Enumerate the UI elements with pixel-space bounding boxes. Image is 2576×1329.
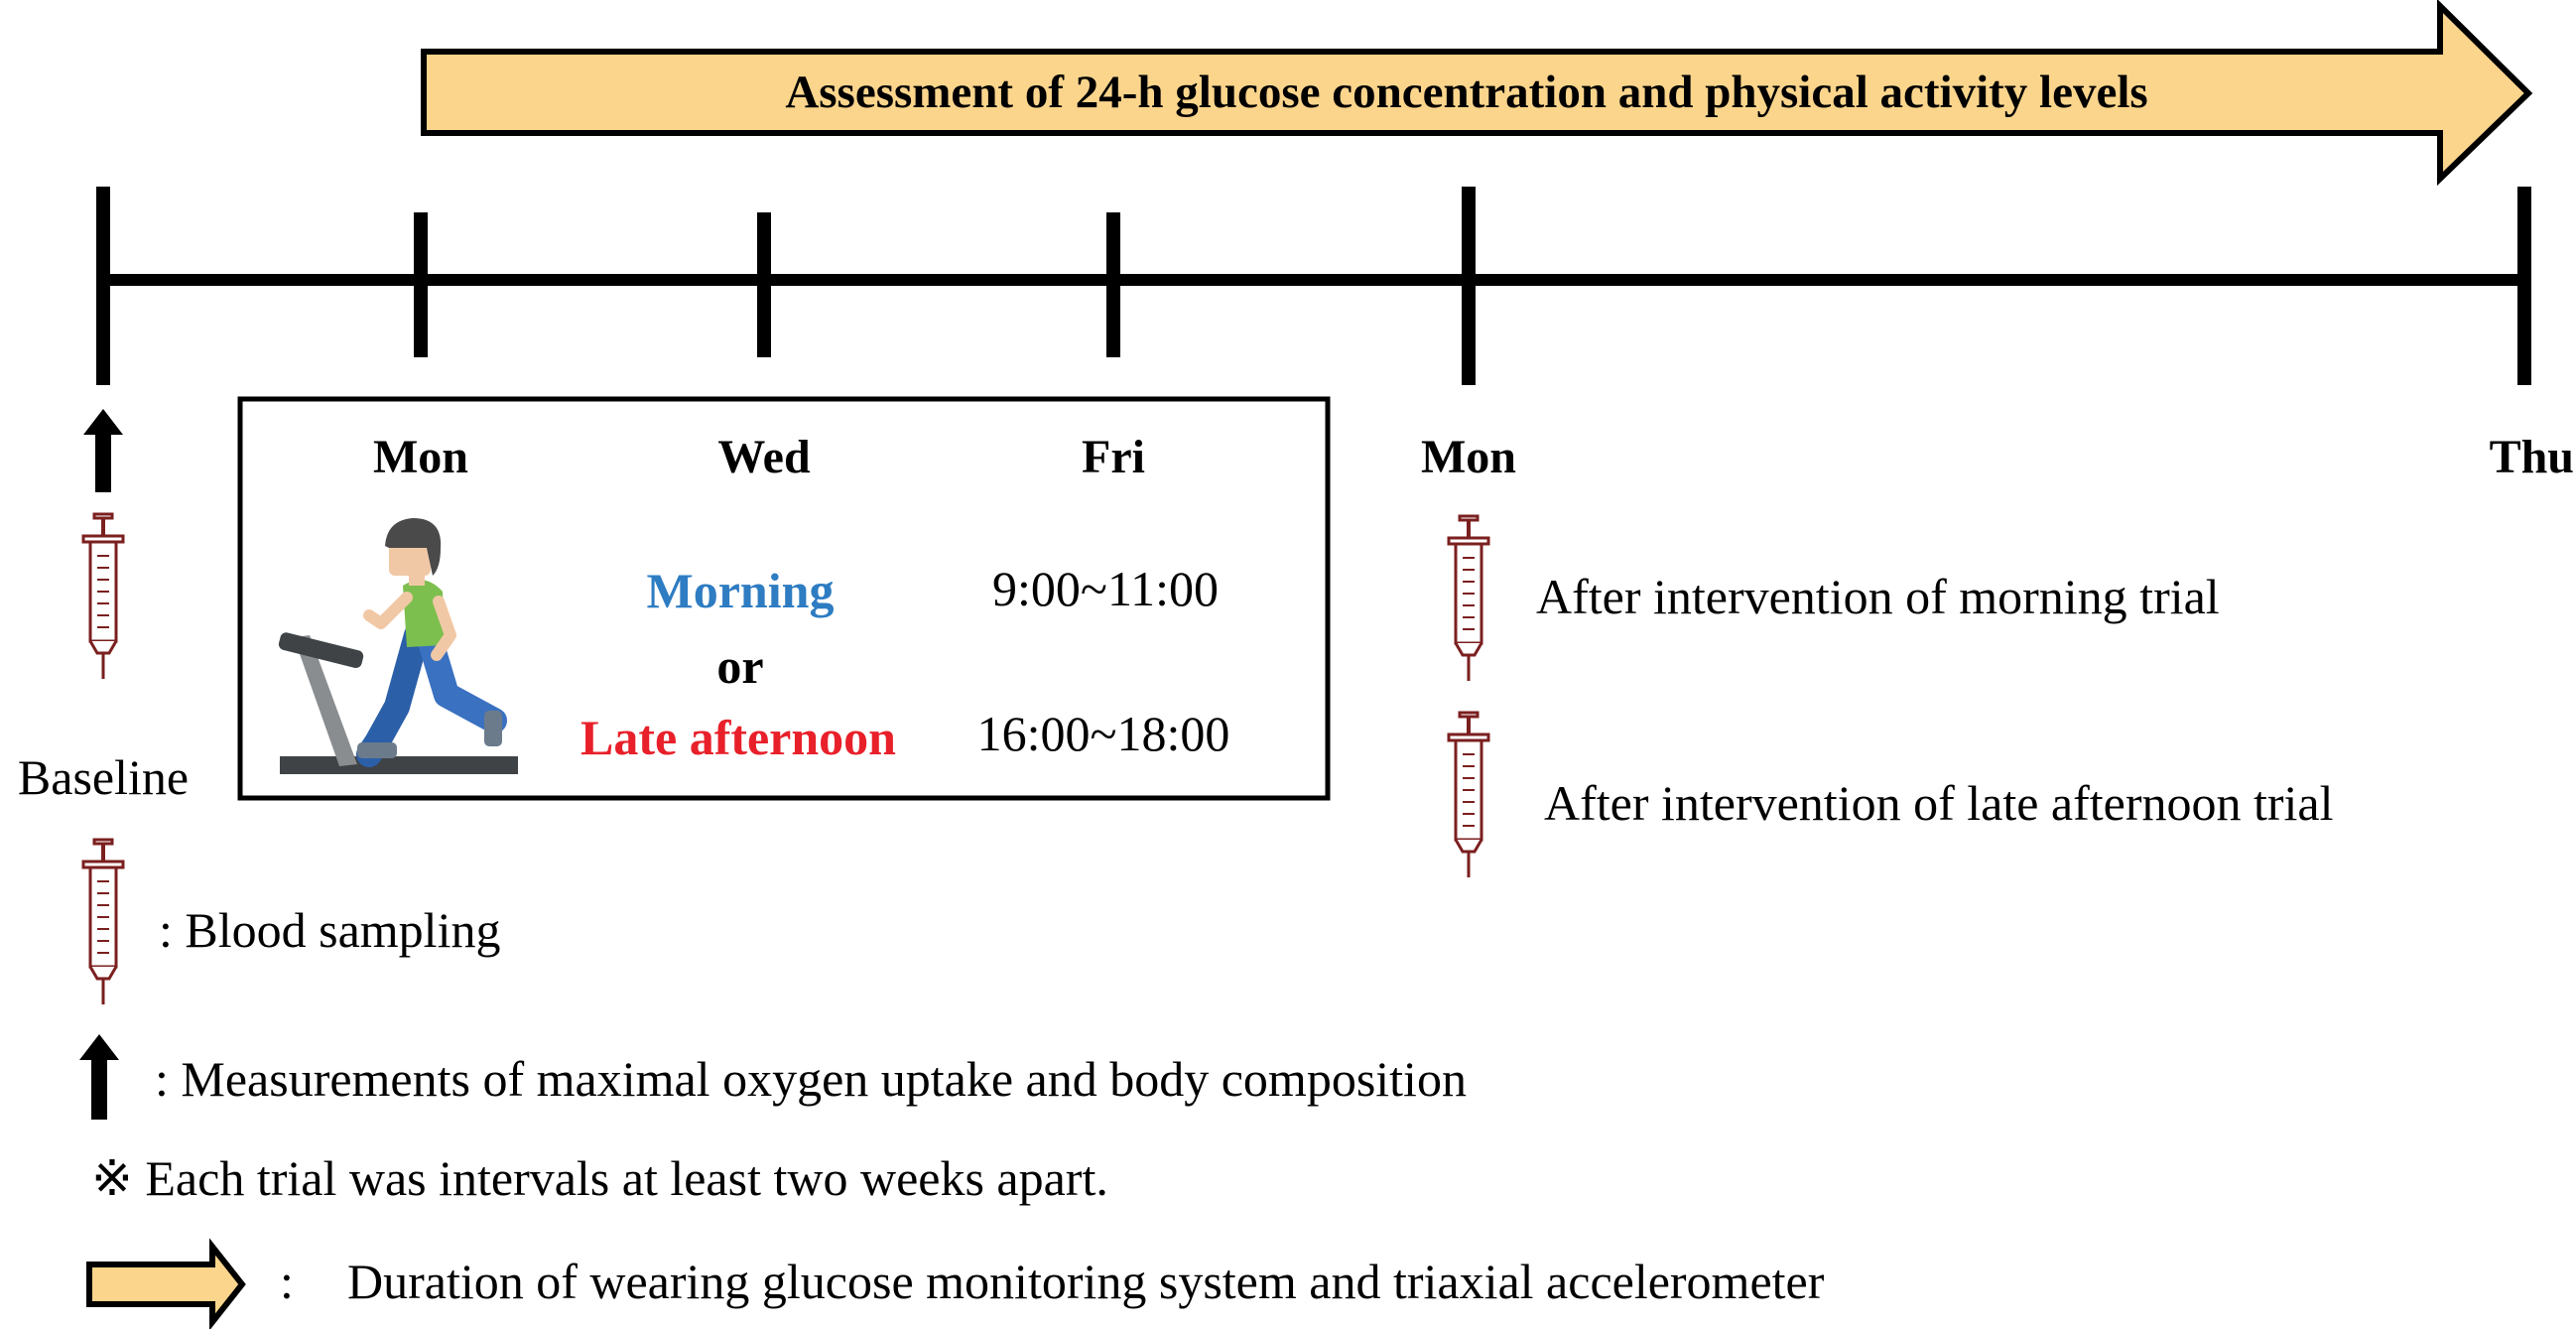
legend-duration-arrow-icon (89, 1247, 242, 1322)
late-afternoon-label: Late afternoon (580, 710, 896, 765)
day-label-mon-2: Mon (1421, 431, 1516, 483)
day-label-wed: Wed (717, 431, 811, 483)
syringe-icon (83, 514, 123, 679)
legend-blood-sampling: : Blood sampling (159, 902, 501, 958)
day-label-thu: Thu (2489, 431, 2574, 483)
legend-duration: Duration of wearing glucose monitoring system and triaxial accelerometer (347, 1254, 1825, 1309)
up-arrow-icon (83, 409, 123, 492)
syringe-icon (1449, 516, 1488, 681)
legend-measurements: : Measurements of maximal oxygen uptake and body composition (155, 1051, 1467, 1107)
assessment-arrow-label: Assessment of 24-h glucose concentration and physical activity levels (785, 66, 2148, 118)
after-late-afternoon-label: After intervention of late afternoon trial (1544, 775, 2334, 831)
timeline (103, 187, 2528, 385)
baseline-label: Baseline (17, 749, 190, 805)
legend-duration-colon: : (280, 1254, 294, 1309)
late-afternoon-time: 16:00~18:00 (976, 706, 1230, 761)
after-morning-label: After intervention of morning trial (1536, 569, 2220, 624)
syringe-icon (1449, 713, 1488, 877)
day-label-mon-1: Mon (373, 431, 468, 483)
morning-time: 9:00~11:00 (992, 561, 1219, 616)
syringe-icon (83, 840, 123, 1004)
or-label: or (716, 638, 764, 694)
morning-label: Morning (646, 563, 835, 618)
legend-note: ※ Each trial was intervals at least two weeks apart. (91, 1150, 1108, 1206)
day-label-fri: Fri (1082, 431, 1145, 483)
up-arrow-icon (79, 1034, 119, 1120)
